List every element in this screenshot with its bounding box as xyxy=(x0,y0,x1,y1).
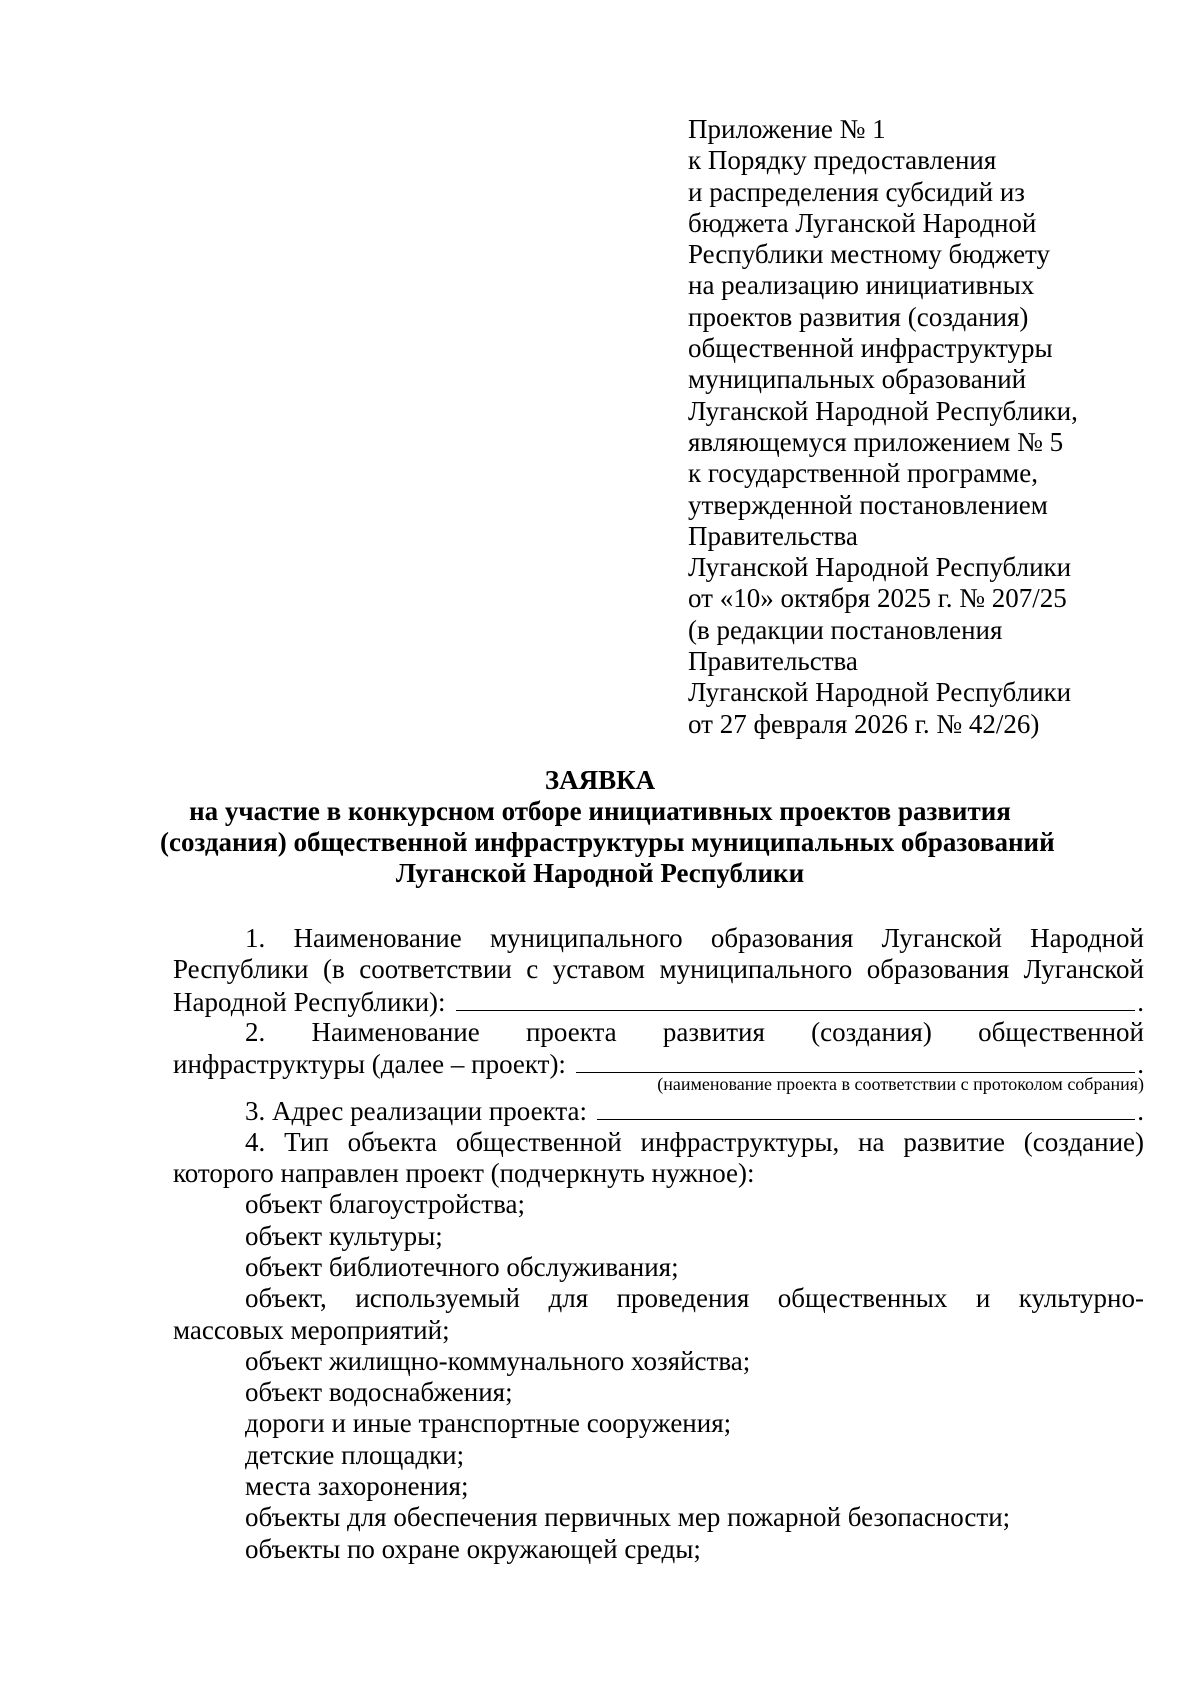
object-type-option[interactable]: детские площадки; xyxy=(245,1439,465,1470)
title-line: на участие в конкурсном отборе инициативных проектов развития xyxy=(189,796,1011,826)
period: . xyxy=(1137,1096,1144,1127)
item1-label: Народной Республики): xyxy=(173,986,446,1017)
appendix-line: общественной инфраструктуры xyxy=(688,333,1053,364)
title-heading: ЗАЯВКА xyxy=(544,765,656,795)
project-address-blank[interactable] xyxy=(597,1095,1135,1120)
object-type-option[interactable]: объект жилищно-коммунального хозяйства; xyxy=(245,1345,751,1376)
appendix-line: Правительства xyxy=(688,520,858,551)
appendix-line: (в редакции постановления xyxy=(688,614,1003,645)
appendix-line: бюджета Луганской Народной xyxy=(688,207,1037,238)
appendix-line: на реализацию инициативных xyxy=(688,270,1035,301)
appendix-line: Луганской Народной Республики, xyxy=(688,395,1078,426)
object-type-option[interactable]: дороги и иные транспортные сооружения; xyxy=(245,1408,732,1439)
appendix-line: Правительства xyxy=(688,646,858,677)
appendix-line: от 27 февраля 2026 г. № 42/26) xyxy=(688,708,1040,739)
title-line: Луганской Народной Республики xyxy=(395,858,805,888)
object-type-option-continued[interactable]: массовых мероприятий; xyxy=(173,1314,450,1345)
object-type-option[interactable]: места захоронения; xyxy=(245,1471,469,1502)
appendix-line: к государственной программе, xyxy=(688,458,1038,489)
object-type-option[interactable]: объект, используемый для проведения общественных и культурно- xyxy=(245,1283,1144,1314)
item2-line: 2. Наименование проекта развития (создания) общественной xyxy=(245,1016,1144,1047)
appendix-line: от «10» октября 2025 г. № 207/25 xyxy=(688,583,1067,614)
item3-label: 3. Адрес реализации проекта: xyxy=(245,1096,587,1127)
object-type-option[interactable]: объект водоснабжения; xyxy=(245,1377,513,1408)
appendix-line: являющемуся приложением № 5 xyxy=(688,426,1064,457)
item1-line: Республики (в соответствии с уставом муниципального образования Луганской xyxy=(173,954,1144,985)
appendix-line: проектов развития (создания) xyxy=(688,301,1029,332)
item4-line: которого направлен проект (подчеркнуть нужное): xyxy=(173,1158,755,1189)
appendix-block xyxy=(688,114,1158,740)
project-name-blank[interactable] xyxy=(576,1048,1135,1073)
document-title xyxy=(160,765,1055,889)
object-type-option[interactable]: объекты для обеспечения первичных мер пожарной безопасности; xyxy=(245,1502,1011,1533)
appendix-line: к Порядку предоставления xyxy=(688,145,997,176)
item1-line: 1. Наименование муниципального образования Луганской Народной xyxy=(245,923,1144,953)
appendix-line: муниципальных образований xyxy=(688,364,1027,395)
period: . xyxy=(1137,986,1144,1017)
title-line: (создания) общественной инфраструктуры муниципальных образований xyxy=(160,827,1055,857)
object-type-option[interactable]: объект культуры; xyxy=(245,1220,443,1251)
object-type-option[interactable]: объекты по охране окружающей среды; xyxy=(245,1533,701,1564)
item2-label: инфраструктуры (далее – проект): xyxy=(173,1049,566,1080)
form-body xyxy=(173,923,1144,1565)
appendix-line: Луганской Народной Республики xyxy=(688,677,1072,708)
project-name-caption: (наименование проекта в соответствии с протоколом собрания) xyxy=(657,1074,1144,1095)
item4-line: 4. Тип объекта общественной инфраструктуры, на развитие (создание) xyxy=(245,1126,1144,1157)
appendix-line: Луганской Народной Республики xyxy=(688,552,1072,583)
appendix-line: и распределения субсидий из xyxy=(688,176,1025,207)
appendix-line: Приложение № 1 xyxy=(688,114,886,144)
item1-field-row xyxy=(173,986,1144,1017)
item3-field-row xyxy=(173,1095,1144,1126)
period: . xyxy=(1137,1049,1144,1080)
appendix-line: утвержденной постановлением xyxy=(688,489,1048,520)
municipality-name-blank[interactable] xyxy=(456,986,1136,1011)
object-type-option[interactable]: объект благоустройства; xyxy=(245,1189,525,1220)
object-type-option[interactable]: объект библиотечного обслуживания; xyxy=(245,1251,679,1282)
appendix-line: Республики местному бюджету xyxy=(688,239,1050,270)
